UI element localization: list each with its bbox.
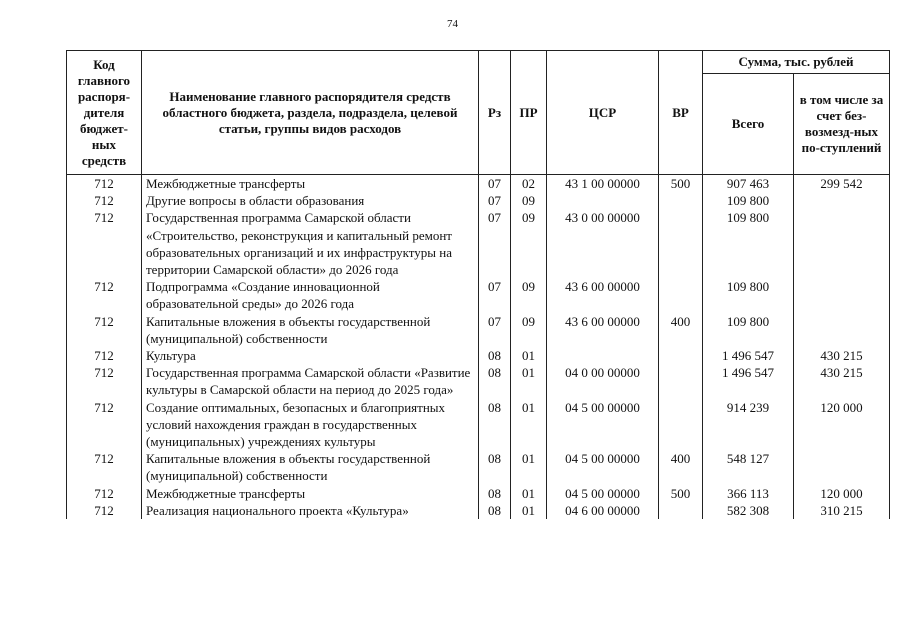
cell-csr: 04 6 00 00000: [547, 502, 659, 519]
cell-vr: 500: [659, 485, 703, 502]
header-name: Наименование главного распорядителя средств областного бюджета, раздела, подраздела, целевой статьи, группы видов расходов: [142, 51, 479, 175]
table-row: [67, 485, 890, 502]
table-body: [67, 175, 890, 520]
cell-csr: 43 6 00 00000: [547, 313, 659, 347]
cell-rz: 07: [479, 313, 511, 347]
cell-total: 582 308: [703, 502, 794, 519]
cell-rz: 08: [479, 502, 511, 519]
cell-total: 109 800: [703, 209, 794, 278]
cell-name: Культура: [142, 347, 479, 364]
header-vr: ВР: [659, 51, 703, 175]
cell-total: 907 463: [703, 175, 794, 193]
cell-name: Капитальные вложения в объекты государственной (муниципальной) собственности: [142, 313, 479, 347]
cell-pr: 09: [511, 313, 547, 347]
table-row: [67, 313, 890, 347]
cell-code: 712: [67, 485, 142, 502]
cell-rz: 08: [479, 450, 511, 484]
cell-total: 1 496 547: [703, 364, 794, 398]
cell-vr: [659, 502, 703, 519]
cell-name: Государственная программа Самарской области «Строительство, реконструкция и капитальный ремонт образовательных организаций и их инфраструктуры на территории Самарской области» до 2026 года: [142, 209, 479, 278]
cell-vr: 400: [659, 450, 703, 484]
cell-total: 109 800: [703, 192, 794, 209]
header-rz: Рз: [479, 51, 511, 175]
cell-free: [794, 209, 890, 278]
cell-free: 120 000: [794, 399, 890, 451]
cell-csr: 04 0 00 00000: [547, 364, 659, 398]
cell-pr: 09: [511, 278, 547, 312]
cell-vr: [659, 192, 703, 209]
cell-free: 430 215: [794, 347, 890, 364]
cell-name: Капитальные вложения в объекты государственной (муниципальной) собственности: [142, 450, 479, 484]
cell-code: 712: [67, 209, 142, 278]
cell-code: 712: [67, 502, 142, 519]
cell-pr: 09: [511, 192, 547, 209]
cell-csr: 43 6 00 00000: [547, 278, 659, 312]
cell-pr: 01: [511, 502, 547, 519]
table-row: [67, 278, 890, 312]
cell-csr: [547, 192, 659, 209]
cell-pr: 01: [511, 450, 547, 484]
cell-vr: [659, 347, 703, 364]
cell-code: 712: [67, 450, 142, 484]
cell-pr: 01: [511, 347, 547, 364]
cell-code: 712: [67, 192, 142, 209]
cell-rz: 07: [479, 278, 511, 312]
cell-name: Межбюджетные трансферты: [142, 485, 479, 502]
table-row: [67, 450, 890, 484]
cell-code: 712: [67, 313, 142, 347]
header-pr: ПР: [511, 51, 547, 175]
header-total: Всего: [703, 74, 794, 175]
header-sum: Сумма, тыс. рублей: [703, 51, 890, 74]
cell-total: 109 800: [703, 313, 794, 347]
cell-pr: 09: [511, 209, 547, 278]
cell-csr: 43 1 00 00000: [547, 175, 659, 193]
cell-rz: 08: [479, 399, 511, 451]
cell-pr: 01: [511, 399, 547, 451]
cell-name: Межбюджетные трансферты: [142, 175, 479, 193]
cell-rz: 07: [479, 209, 511, 278]
cell-free: 430 215: [794, 364, 890, 398]
cell-csr: 04 5 00 00000: [547, 485, 659, 502]
table-row: [67, 347, 890, 364]
cell-csr: 43 0 00 00000: [547, 209, 659, 278]
cell-total: 109 800: [703, 278, 794, 312]
cell-name: Государственная программа Самарской области «Развитие культуры в Самарской области на период до 2025 года»: [142, 364, 479, 398]
cell-code: 712: [67, 175, 142, 193]
cell-rz: 07: [479, 192, 511, 209]
cell-name: Подпрограмма «Создание инновационной образовательной среды» до 2026 года: [142, 278, 479, 312]
cell-pr: 01: [511, 485, 547, 502]
cell-total: 548 127: [703, 450, 794, 484]
cell-name: Реализация национального проекта «Культура»: [142, 502, 479, 519]
cell-total: 366 113: [703, 485, 794, 502]
cell-vr: [659, 209, 703, 278]
header-code: Код главного распоря-дителя бюджет-ных средств: [67, 51, 142, 175]
cell-code: 712: [67, 347, 142, 364]
cell-total: 1 496 547: [703, 347, 794, 364]
table-row: [67, 364, 890, 398]
cell-csr: 04 5 00 00000: [547, 450, 659, 484]
cell-rz: 07: [479, 175, 511, 193]
cell-pr: 02: [511, 175, 547, 193]
cell-rz: 08: [479, 364, 511, 398]
cell-code: 712: [67, 364, 142, 398]
cell-code: 712: [67, 399, 142, 451]
cell-csr: [547, 347, 659, 364]
cell-pr: 01: [511, 364, 547, 398]
cell-free: [794, 192, 890, 209]
table-row: [67, 175, 890, 193]
cell-rz: 08: [479, 347, 511, 364]
page-number: 74: [447, 18, 458, 30]
cell-free: [794, 278, 890, 312]
cell-vr: 500: [659, 175, 703, 193]
table-row: [67, 502, 890, 519]
cell-free: 310 215: [794, 502, 890, 519]
cell-free: [794, 313, 890, 347]
budget-table: [66, 50, 890, 519]
cell-code: 712: [67, 278, 142, 312]
table-row: [67, 399, 890, 451]
cell-vr: [659, 399, 703, 451]
cell-total: 914 239: [703, 399, 794, 451]
cell-free: 120 000: [794, 485, 890, 502]
table-row: [67, 209, 890, 278]
table-header: [67, 51, 890, 175]
cell-vr: [659, 364, 703, 398]
cell-csr: 04 5 00 00000: [547, 399, 659, 451]
cell-free: [794, 450, 890, 484]
header-csr: ЦСР: [547, 51, 659, 175]
cell-name: Другие вопросы в области образования: [142, 192, 479, 209]
header-free: в том числе за счет без-возмезд-ных по-ступлений: [794, 74, 890, 175]
cell-rz: 08: [479, 485, 511, 502]
cell-vr: [659, 278, 703, 312]
cell-name: Создание оптимальных, безопасных и благоприятных условий нахождения граждан в государственных (муниципальных) учреждениях культуры: [142, 399, 479, 451]
table-row: [67, 192, 890, 209]
cell-free: 299 542: [794, 175, 890, 193]
cell-vr: 400: [659, 313, 703, 347]
